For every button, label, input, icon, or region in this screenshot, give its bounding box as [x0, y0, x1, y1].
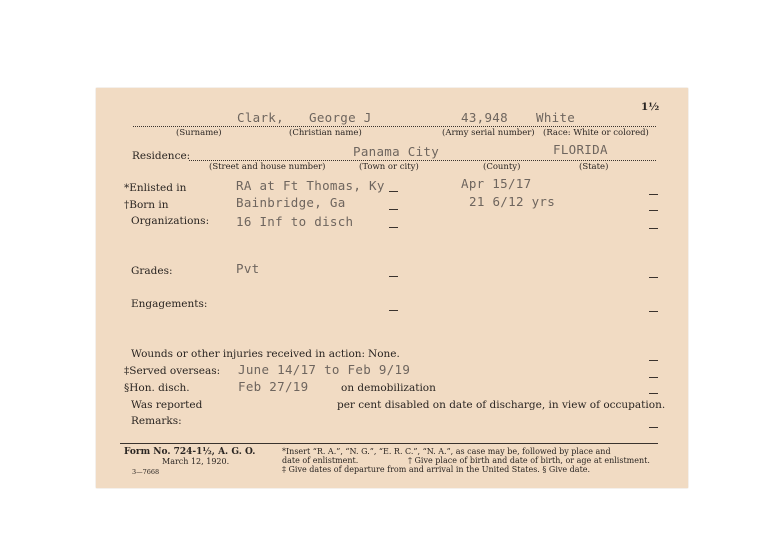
residence-town-value: Panama City: [353, 144, 440, 159]
organizations-dash-right: [649, 228, 658, 229]
enlisted-label: *Enlisted in: [124, 182, 187, 194]
christian-name-value: George J: [309, 110, 372, 125]
name-line: [133, 126, 656, 127]
street-caption: (Street and house number): [209, 162, 326, 172]
born-label: †Born in: [124, 199, 169, 211]
residence-line: [189, 160, 656, 161]
grades-dash-mid: [389, 276, 398, 277]
engagements-dash-right: [649, 311, 658, 312]
grades-value: Pvt: [236, 261, 260, 276]
hon-disch-note: on demobilization: [341, 382, 436, 394]
christian-name-caption: (Christian name): [289, 128, 362, 138]
surname-caption: (Surname): [176, 128, 222, 138]
organizations-value: 16 Inf to disch: [236, 214, 354, 229]
enlisted-dash-right: [649, 194, 658, 195]
hon-disch-label: §Hon. disch.: [124, 382, 190, 394]
remarks-dash-right: [649, 427, 658, 428]
footnote-line-1: *Insert “R. A.”, “N. G.”, “E. R. C.”, “N. A.”, as case may be, followed by place and: [282, 447, 611, 456]
fraction-mark: 1½: [641, 101, 660, 113]
born-value: Bainbridge, Ga: [236, 195, 346, 210]
organizations-dash-mid: [389, 227, 398, 228]
reported-note: per cent disabled on date of discharge, in view of occupation.: [337, 399, 666, 411]
born-dash-mid: [389, 209, 398, 210]
enlisted-dash-mid: [389, 191, 398, 192]
surname-value: Clark,: [237, 110, 284, 125]
residence-state-value: FLORIDA: [553, 142, 608, 157]
hon-disch-dash-right: [649, 393, 658, 394]
town-caption: (Town or city): [359, 162, 419, 172]
organizations-label: Organizations:: [131, 215, 210, 227]
enlisted-value: RA at Ft Thomas, Ky: [236, 178, 385, 193]
overseas-label: ‡Served overseas:: [124, 365, 221, 377]
hon-disch-value: Feb 27/19: [238, 379, 309, 394]
remarks-label: Remarks:: [131, 415, 182, 427]
footnote-line-3: ‡ Give dates of departure from and arrival in the United States. § Give date.: [282, 465, 591, 474]
reported-label: Was reported: [131, 399, 203, 411]
footer-rule: [120, 443, 658, 444]
form-date: March 12, 1920.: [162, 457, 230, 466]
born-dash-right: [649, 210, 658, 211]
overseas-dash-right: [649, 377, 658, 378]
engagements-label: Engagements:: [131, 298, 208, 310]
age-value: 21 6/12 yrs: [469, 194, 556, 209]
form-code: 3—7668: [132, 468, 160, 476]
enlisted-date-value: Apr 15/17: [461, 176, 532, 191]
grades-label: Grades:: [131, 265, 173, 277]
residence-label: Residence:: [132, 150, 191, 162]
wounds-dash-right: [649, 360, 658, 361]
form-number: Form No. 724-1½, A. G. O.: [124, 447, 256, 457]
wounds-value: None.: [368, 348, 400, 360]
overseas-value: June 14/17 to Feb 9/19: [238, 362, 411, 377]
footnote-line-2: date of enlistment.: [282, 456, 359, 465]
serial-caption: (Army serial number): [442, 128, 535, 138]
grades-dash-right: [649, 277, 658, 278]
state-caption: (State): [579, 162, 609, 172]
race-caption: (Race: White or colored): [543, 128, 649, 138]
engagements-dash-mid: [389, 310, 398, 311]
county-caption: (County): [483, 162, 521, 172]
wounds-label: Wounds or other injuries received in action:: [131, 348, 366, 360]
race-value: White: [536, 110, 576, 125]
serial-number-value: 43,948: [461, 110, 508, 125]
footnote-line-2b: † Give place of birth and date of birth, or age at enlistment.: [408, 456, 650, 465]
service-record-card: [96, 88, 688, 488]
